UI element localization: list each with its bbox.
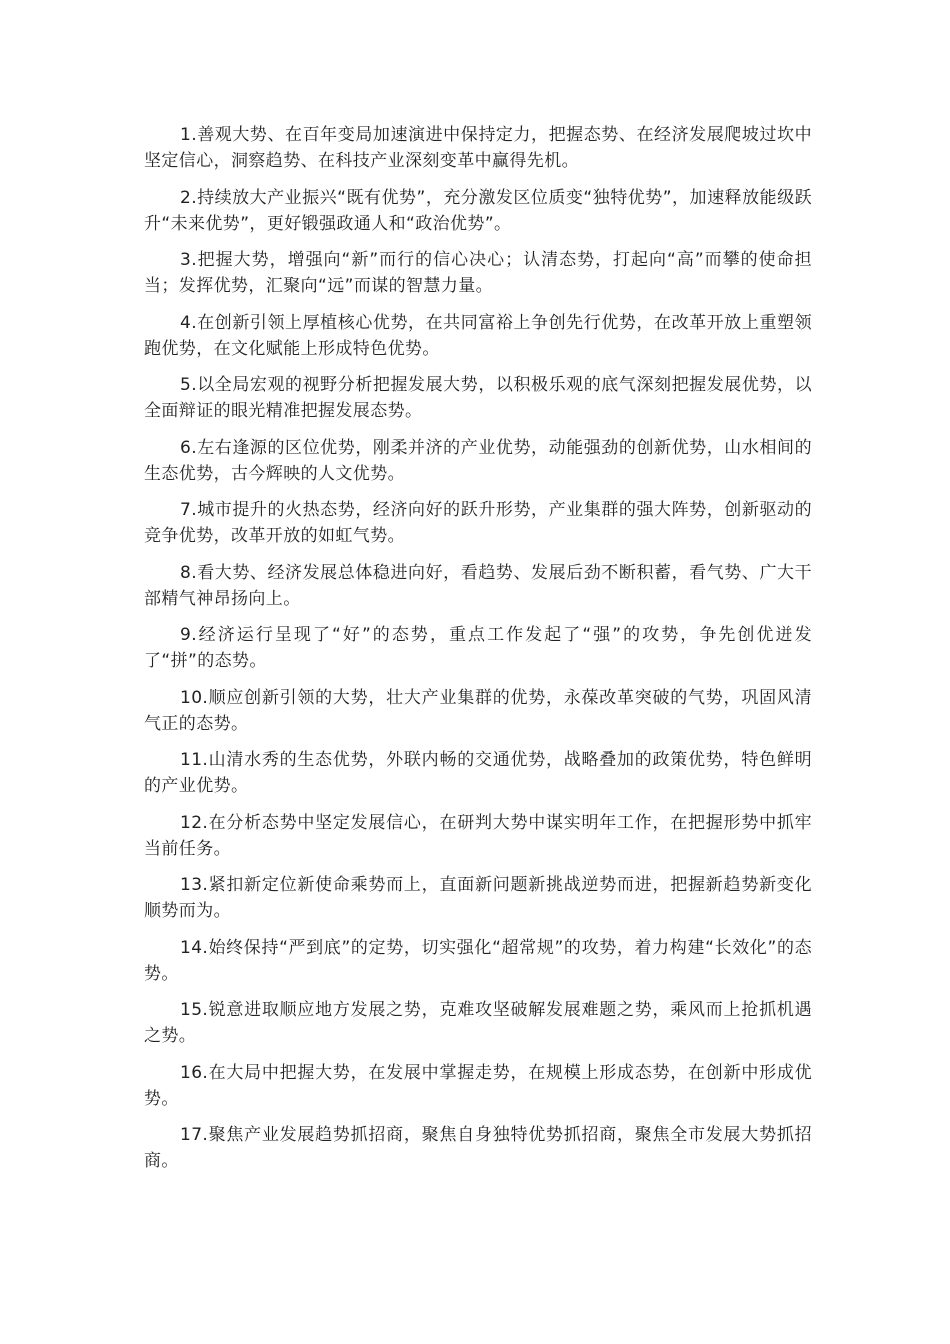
paragraph-7: 7.城市提升的火热态势，经济向好的跃升形势，产业集群的强大阵势，创新驱动的竞争优势，改革开放的如虹气势。 [144,500,812,546]
paragraph-15: 15.锐意进取顺应地方发展之势，克难攻坚破解发展难题之势，乘风而上抢抓机遇之势。 [144,1000,812,1046]
paragraph-1: 1.善观大势、在百年变局加速演进中保持定力，把握态势、在经济发展爬坡过坎中坚定信心，洞察趋势、在科技产业深刻变革中赢得先机。 [144,125,812,171]
paragraph-11: 11.山清水秀的生态优势，外联内畅的交通优势，战略叠加的政策优势，特色鲜明的产业优势。 [144,750,812,796]
paragraph-6: 6.左右逢源的区位优势，刚柔并济的产业优势，动能强劲的创新优势，山水相间的生态优势，古今辉映的人文优势。 [144,437,812,484]
paragraph-2: 2.持续放大产业振兴“既有优势”，充分激发区位质变“独特优势”，加速释放能级跃升“未来优势”，更好锻强政通人和“政治优势”。 [144,187,812,234]
paragraph-12: 12.在分析态势中坚定发展信心，在研判大势中谋实明年工作，在把握形势中抓牢当前任务。 [144,812,812,859]
paragraph-3: 3.把握大势，增强向“新”而行的信心决心；认清态势，打起向“高”而攀的使命担当；发挥优势，汇聚向“远”而谋的智慧力量。 [144,250,812,296]
document-body [144,122,812,1185]
paragraph-9: 9.经济运行呈现了“好”的态势，重点工作发起了“强”的攻势，争先创优迸发了“拼”的态势。 [144,625,812,671]
paragraph-5: 5.以全局宏观的视野分析把握发展大势，以积极乐观的底气深刻把握发展优势，以全面辩证的眼光精准把握发展态势。 [144,375,812,421]
paragraph-10: 10.顺应创新引领的大势，壮大产业集群的优势，永葆改革突破的气势，巩固风清气正的态势。 [144,687,812,734]
paragraph-4: 4.在创新引领上厚植核心优势，在共同富裕上争创先行优势，在改革开放上重塑领跑优势，在文化赋能上形成特色优势。 [144,312,812,359]
paragraph-13: 13.紧扣新定位新使命乘势而上，直面新问题新挑战逆势而进，把握新趋势新变化顺势而为。 [144,875,812,921]
paragraph-17: 17.聚焦产业发展趋势抓招商，聚焦自身独特优势抓招商，聚焦全市发展大势抓招商。 [144,1125,812,1171]
paragraph-8: 8.看大势、经济发展总体稳进向好，看趋势、发展后劲不断积蓄，看气势、广大干部精气神昂扬向上。 [144,562,812,609]
paragraph-14: 14.始终保持“严到底”的定势，切实强化“超常规”的攻势，着力构建“长效化”的态势。 [144,937,812,984]
paragraph-16: 16.在大局中把握大势，在发展中掌握走势，在规模上形成态势，在创新中形成优势。 [144,1062,812,1109]
